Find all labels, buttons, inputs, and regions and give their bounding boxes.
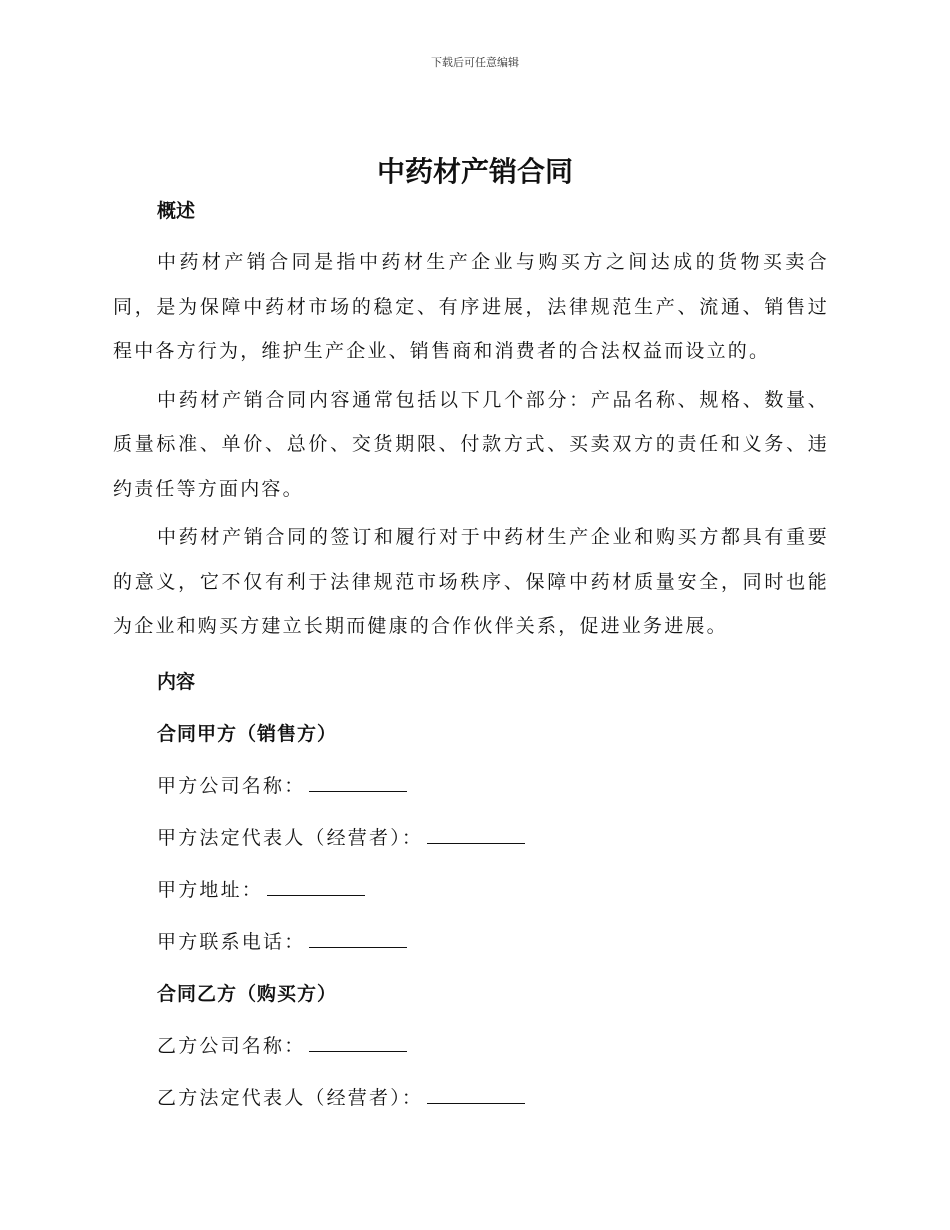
header-note: 下载后可任意编辑 <box>431 56 519 69</box>
field-label: 乙方公司名称： <box>157 1034 306 1057</box>
fill-in-blank[interactable] <box>309 927 407 948</box>
fill-in-blank[interactable] <box>309 1031 407 1052</box>
field-label: 甲方地址： <box>157 878 264 901</box>
party-b-company-name-field <box>157 1031 829 1061</box>
fill-in-blank[interactable] <box>267 875 365 896</box>
field-label: 乙方法定代表人（经营者）： <box>157 1086 424 1109</box>
field-label: 甲方公司名称： <box>157 774 306 797</box>
field-label: 甲方法定代表人（经营者）： <box>157 826 424 849</box>
overview-heading: 概述 <box>157 200 196 222</box>
field-label: 甲方联系电话： <box>157 930 306 953</box>
document-body <box>113 196 829 1113</box>
fill-in-blank[interactable] <box>427 1083 525 1104</box>
party-a-address-field <box>157 875 829 905</box>
party-a-phone-field <box>157 927 829 957</box>
overview-paragraph-1: 中药材产销合同是指中药材生产企业与购买方之间达成的货物买卖合同，是为保障中药材市场的稳定、有序进展，法律规范生产、流通、销售过程中各方行为，维护生产企业、销售商和消费者的合法权益而设立的。 <box>113 251 829 362</box>
overview-paragraph-2: 中药材产销合同内容通常包括以下几个部分：产品名称、规格、数量、质量标准、单价、总价、交货期限、付款方式、买卖双方的责任和义务、违约责任等方面内容。 <box>113 388 829 500</box>
party-b-legal-rep-field <box>157 1083 829 1113</box>
document-title: 中药材产销合同 <box>376 155 573 188</box>
overview-paragraph-3: 中药材产销合同的签订和履行对于中药材生产企业和购买方都具有重要的意义，它不仅有利于法律规范市场秩序、保障中药材质量安全，同时也能为企业和购买方建立长期而健康的合作伙伴关系，促进业务进展。 <box>113 526 829 637</box>
party-a-legal-rep-field <box>157 823 829 853</box>
fill-in-blank[interactable] <box>427 823 525 844</box>
party-b-heading: 合同乙方（购买方） <box>157 982 338 1005</box>
party-a-company-name-field <box>157 771 829 801</box>
fill-in-blank[interactable] <box>309 771 407 792</box>
party-a-heading: 合同甲方（销售方） <box>157 722 338 745</box>
content-heading: 内容 <box>157 670 196 693</box>
